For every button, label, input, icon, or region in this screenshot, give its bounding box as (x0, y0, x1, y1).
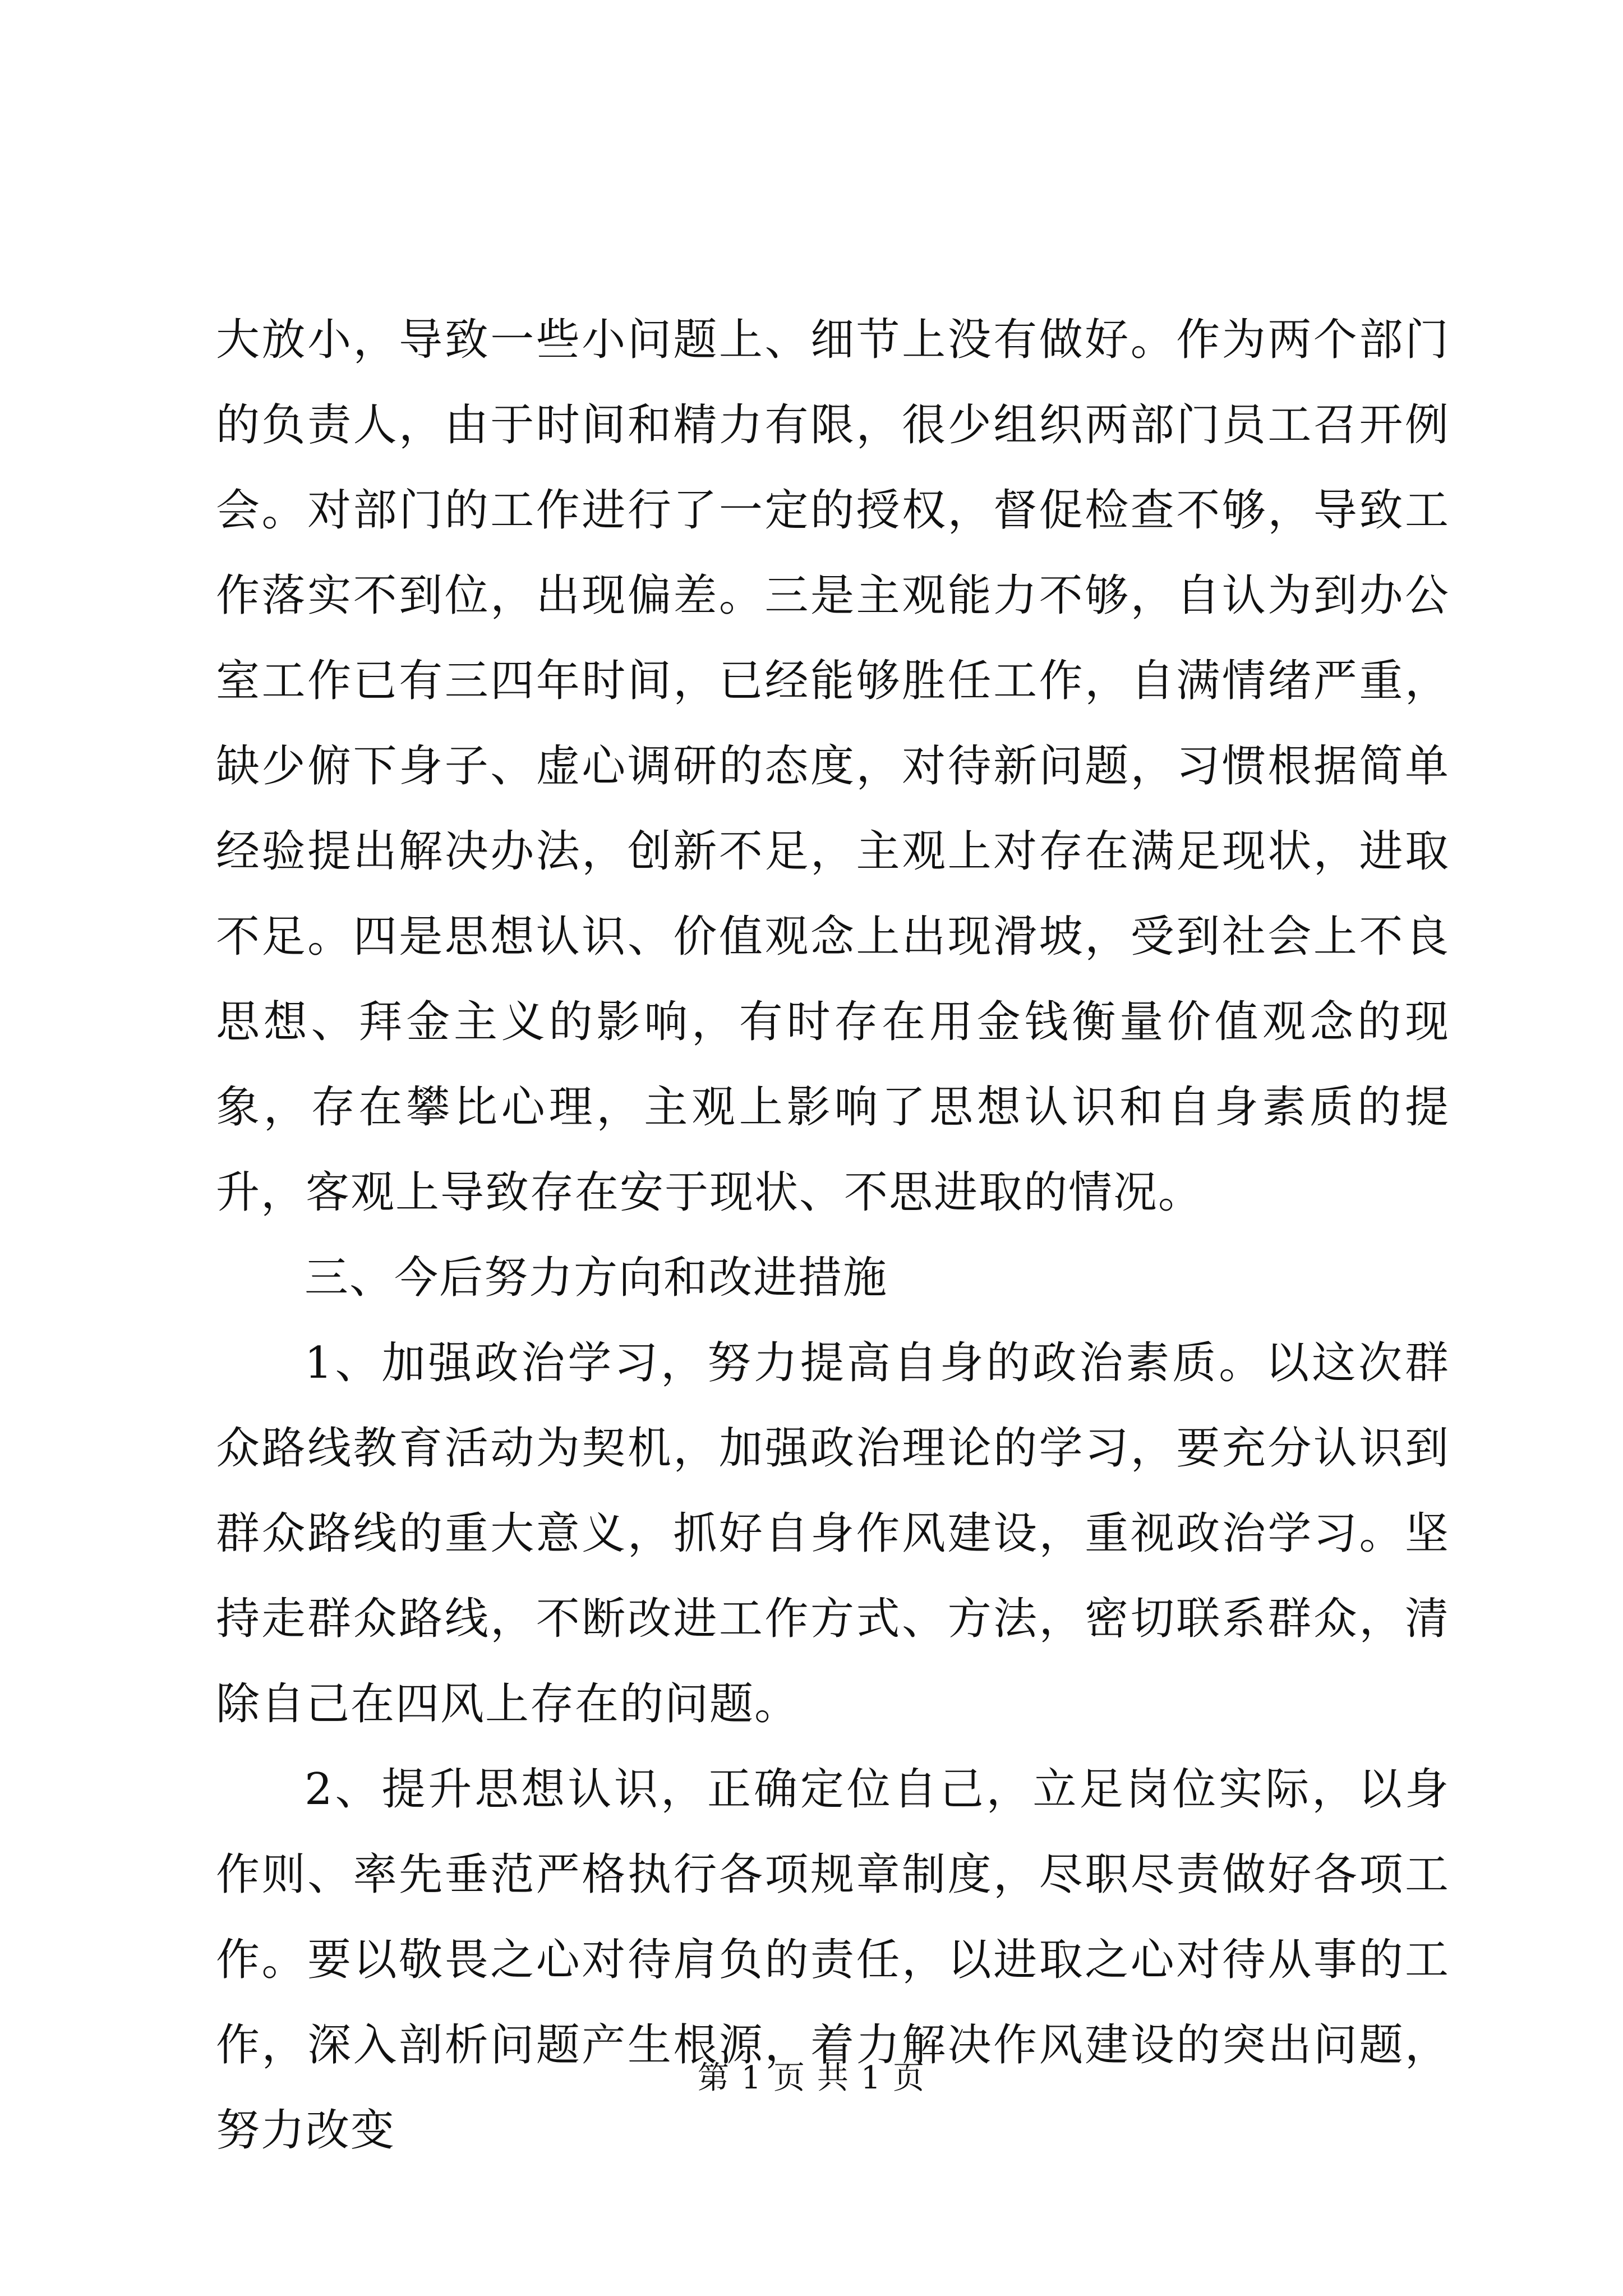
section-heading: 三、今后努力方向和改进措施 (305, 1253, 888, 1303)
document-body (216, 297, 1450, 2173)
paragraph-measure-1: 1、加强政治学习，努力提高自身的政治素质。以这次群众路线教育活动为契机，加强政治理论的学习，要充分认识到群众路线的重大意义，抓好自身作风建设，重视政治学习。坚持走群众路线，不断改进工作方式、方法，密切联系群众，清除自己在四风上存在的问题。 (216, 1338, 1450, 1729)
paragraph-measure-2: 2、提升思想认识，正确定位自己，立足岗位实际，以身作则、率先垂范严格执行各项规章制度，尽职尽责做好各项工作。要以敬畏之心对待肩负的责任，以进取之心对待从事的工作，深入剖析问题产生根源，着力解决作风建设的突出问题，努力改变 (216, 1764, 1450, 2156)
page-footer: 第 1 页 共 1 页 (697, 2060, 926, 2096)
paragraph-continued: 大放小，导致一些小问题上、细节上没有做好。作为两个部门的负责人，由于时间和精力有限，很少组织两部门员工召开例会。对部门的工作进行了一定的授权，督促检查不够，导致工作落实不到位，出现偏差。三是主观能力不够，自认为到办公室工作已有三四年时间，已经能够胜任工作，自满情绪严重，缺少俯下身子、虚心调研的态度，对待新问题，习惯根据简单经验提出解决办法，创新不足，主观上对存在满足现状，进取不足。四是思想认识、价值观念上出现滑坡，受到社会上不良思想、拜金主义的影响，有时存在用金钱衡量价值观念的现象，存在攀比心理，主观上影响了思想认识和自身素质的提升，客观上导致存在安于现状、不思进取的情况。 (216, 315, 1450, 1218)
